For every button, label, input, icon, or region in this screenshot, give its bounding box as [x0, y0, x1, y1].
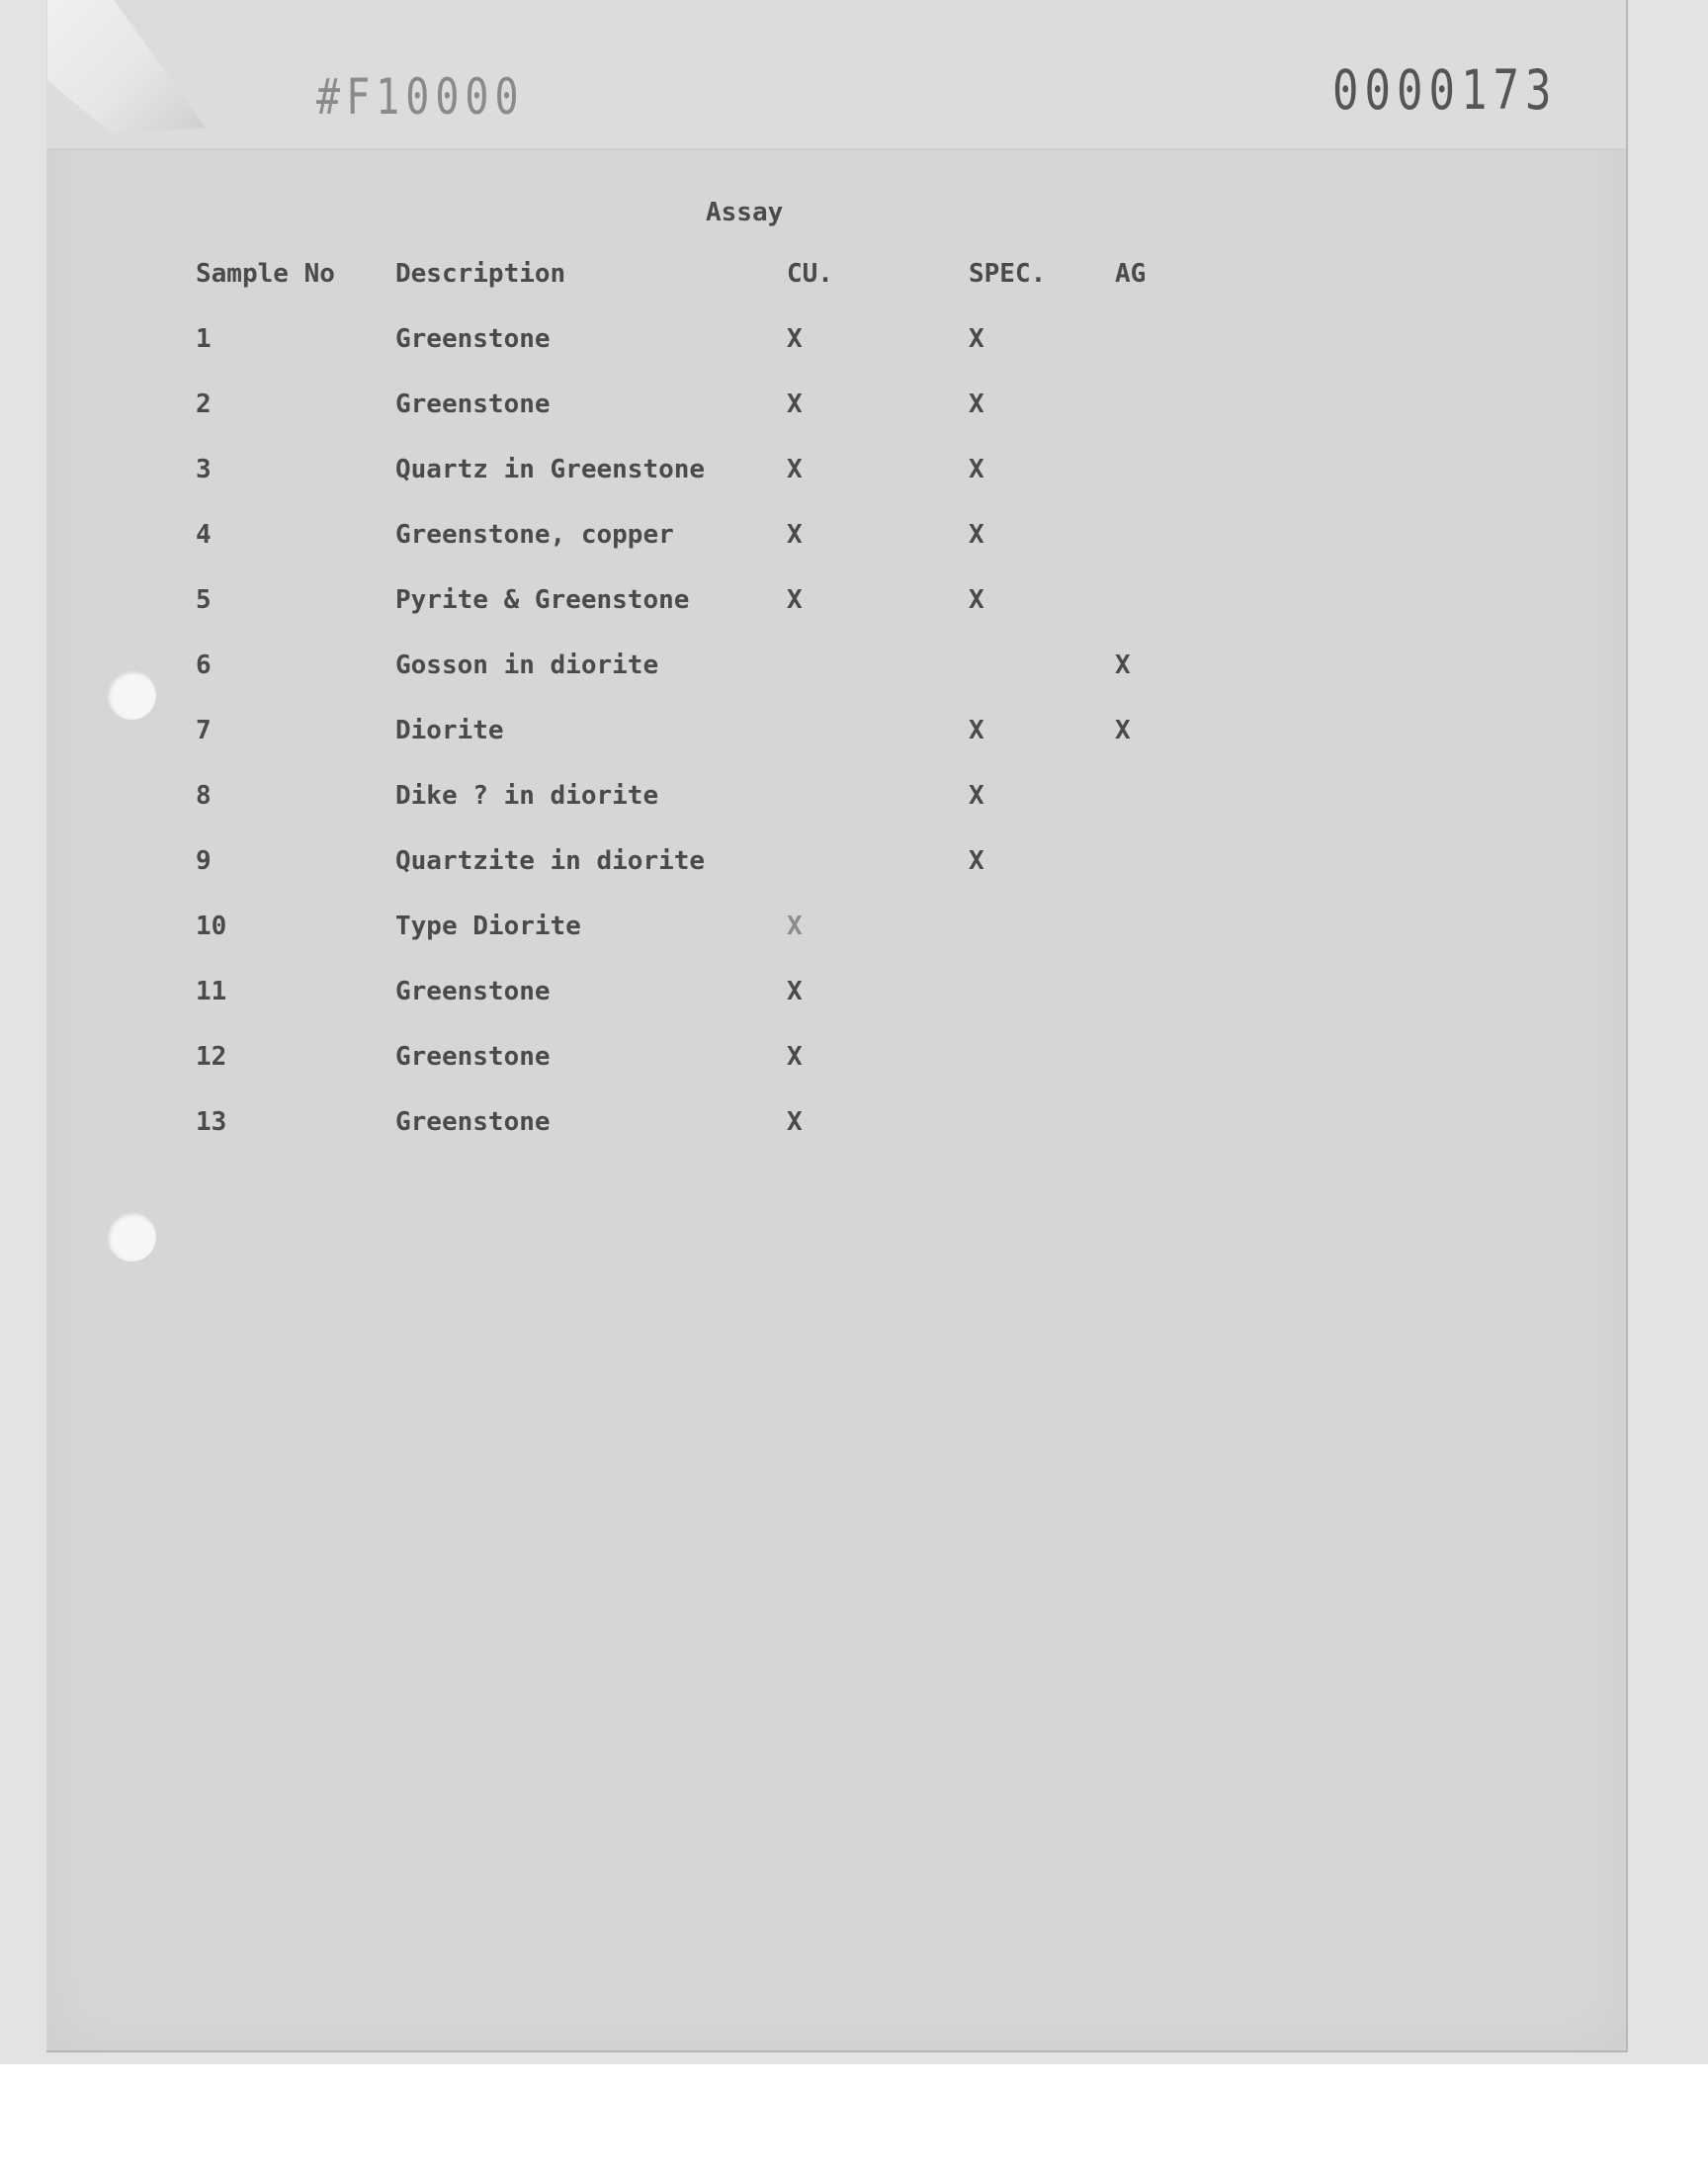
- description-cell: Dike ? in diorite: [395, 781, 659, 811]
- spec-mark: X: [969, 716, 984, 745]
- sample-no-cell: 3: [196, 455, 212, 484]
- sample-no-cell: 4: [196, 520, 212, 550]
- description-cell: Type Diorite: [395, 912, 581, 941]
- description-cell: Quartz in Greenstone: [395, 455, 706, 484]
- spec-mark: X: [969, 520, 984, 550]
- cu-mark: X: [787, 1042, 803, 1072]
- description-cell: Greenstone: [395, 977, 551, 1006]
- sample-no-cell: 2: [196, 390, 212, 419]
- sample-no-cell: 13: [196, 1107, 227, 1137]
- document-id-stamp: #F10000: [316, 69, 525, 127]
- cu-mark: X: [787, 1107, 803, 1137]
- spec-mark: X: [969, 390, 984, 419]
- spec-mark: X: [969, 455, 984, 484]
- description-cell: Greenstone: [395, 1042, 551, 1072]
- sample-no-cell: 7: [196, 716, 212, 745]
- column-header-cu: CU.: [787, 259, 833, 289]
- cu-mark: X: [787, 455, 803, 484]
- sample-no-cell: 10: [196, 912, 227, 941]
- document-title: Assay: [706, 198, 784, 227]
- sample-no-cell: 1: [196, 324, 212, 354]
- column-header-ag: AG: [1115, 259, 1147, 289]
- description-cell: Gosson in diorite: [395, 651, 659, 680]
- cu-mark: X: [787, 520, 803, 550]
- description-cell: Greenstone: [395, 1107, 551, 1137]
- description-cell: Diorite: [395, 716, 504, 745]
- punch-hole-lower: [107, 1212, 156, 1262]
- description-cell: Pyrite & Greenstone: [395, 585, 690, 615]
- column-header-sample-no: Sample No: [196, 259, 335, 289]
- sample-no-cell: 11: [196, 977, 227, 1006]
- sample-no-cell: 6: [196, 651, 212, 680]
- column-header-spec: SPEC.: [969, 259, 1047, 289]
- cu-mark: X: [787, 912, 803, 941]
- cu-mark: X: [787, 585, 803, 615]
- sample-no-cell: 5: [196, 585, 212, 615]
- description-cell: Greenstone: [395, 324, 551, 354]
- spec-mark: X: [969, 846, 984, 876]
- description-cell: Quartzite in diorite: [395, 846, 706, 876]
- description-cell: Greenstone: [395, 390, 551, 419]
- cu-mark: X: [787, 390, 803, 419]
- ag-mark: X: [1115, 651, 1131, 680]
- document-page: [46, 0, 1628, 2052]
- punch-hole-upper: [107, 670, 156, 720]
- sample-no-cell: 9: [196, 846, 212, 876]
- spec-mark: X: [969, 781, 984, 811]
- sample-no-cell: 8: [196, 781, 212, 811]
- description-cell: Greenstone, copper: [395, 520, 674, 550]
- column-header-description: Description: [395, 259, 566, 289]
- cu-mark: X: [787, 324, 803, 354]
- cu-mark: X: [787, 977, 803, 1006]
- spec-mark: X: [969, 585, 984, 615]
- page-number-stamp: 0000173: [1332, 59, 1558, 123]
- ag-mark: X: [1115, 716, 1131, 745]
- spec-mark: X: [969, 324, 984, 354]
- sample-no-cell: 12: [196, 1042, 227, 1072]
